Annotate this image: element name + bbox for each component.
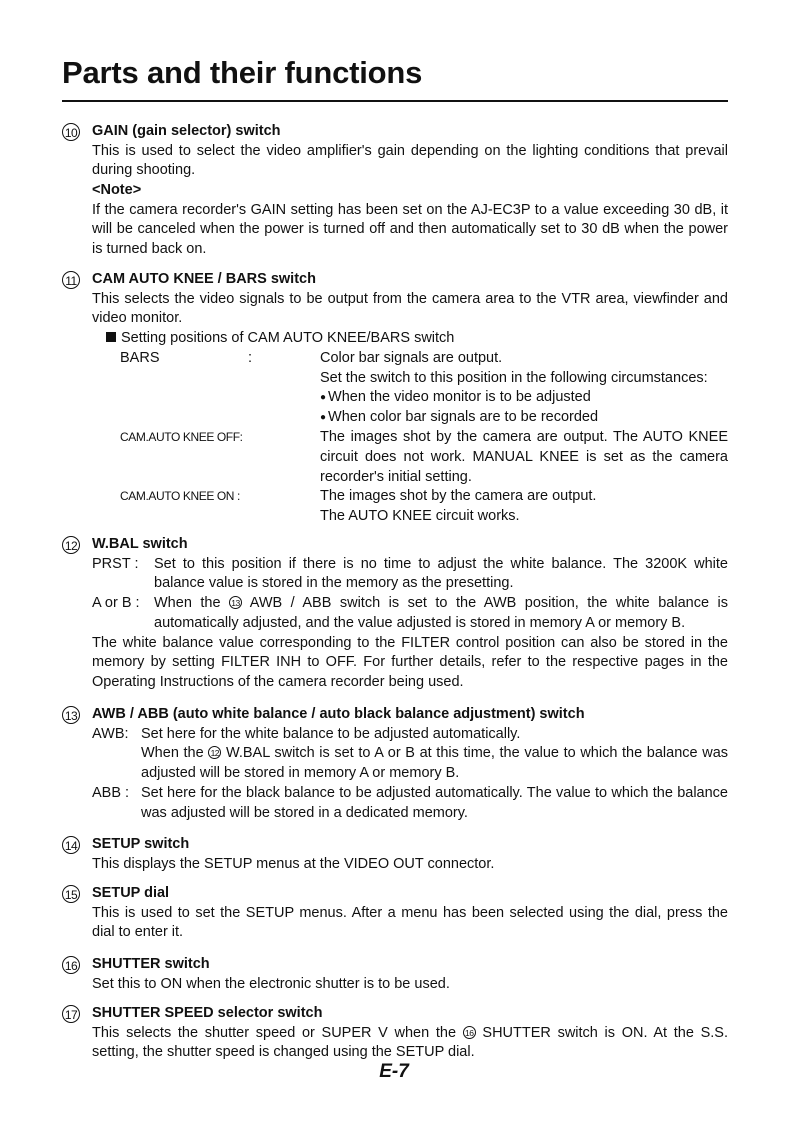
knee-on-text-2: The AUTO KNEE circuit works. bbox=[320, 508, 520, 525]
abb-text: Set here for the black balance to be adjusted automatically. The value to which the balance was adjusted will be stored in a dedicated memory. bbox=[141, 784, 728, 821]
knee-on-text: The images shot by the camera are output. bbox=[320, 488, 597, 505]
abb-label: ABB : bbox=[92, 784, 130, 801]
ref-number-icon: 13 bbox=[229, 596, 242, 609]
section-gain-switch bbox=[62, 122, 728, 260]
bars-label: BARS bbox=[120, 349, 160, 366]
awb-row: AWB: Set here for the white balance to be adjusted automatically. When the 12 W.BAL switch is set to A or B at this time, the value to which the balance was adjusted will be stored in memory A or memory B. bbox=[92, 725, 728, 784]
item-number: 13 bbox=[62, 706, 80, 724]
awb-text-2: W.BAL switch is set to A or B at this time, the value to which the balance was adjusted will be stored in memory A or memory B. bbox=[141, 745, 729, 782]
section-wbal-switch bbox=[62, 535, 728, 693]
ref-number-icon: 12 bbox=[208, 746, 221, 759]
section-heading: W.BAL switch bbox=[92, 536, 188, 552]
item-number: 10 bbox=[62, 123, 80, 141]
item-number: 16 bbox=[62, 956, 80, 974]
note-body: If the camera recorder's GAIN setting has been set on the AJ-EC3P to a value exceeding 30 dB, it will be canceled when the power is turned off and then automatically set to 30 dB when the power is turned back on. bbox=[92, 201, 728, 258]
section-heading: CAM AUTO KNEE / BARS switch bbox=[92, 271, 316, 287]
ref-number-icon: 16 bbox=[463, 1026, 476, 1039]
item-number: 14 bbox=[62, 836, 80, 854]
section-body: This selects the video signals to be output from the camera area to the VTR area, viewfinder and video monitor. bbox=[92, 290, 728, 327]
section-body: The white balance value corresponding to the FILTER control position can also be stored in the memory by setting FILTER INH to OFF. For further details, refer to the respective pages in the Operating Instructions of the camera recorder being used. bbox=[92, 634, 728, 691]
section-cam-auto-knee-bars bbox=[62, 270, 728, 527]
square-bullet-icon bbox=[106, 332, 116, 342]
knee-off-text: The images shot by the camera are output. The AUTO KNEE circuit does not work. MANUAL KNEE is set as the camera recorder's initial setting. bbox=[320, 429, 728, 485]
section-shutter-speed-selector bbox=[62, 1004, 728, 1063]
item-number: 15 bbox=[62, 885, 80, 903]
section-body: This is used to select the video amplifier's gain depending on the lighting conditions that prevail during shooting. bbox=[92, 142, 728, 179]
item-number: 12 bbox=[62, 536, 80, 554]
prst-row bbox=[92, 555, 728, 595]
section-shutter-switch bbox=[62, 955, 728, 994]
section-body: This selects the shutter speed or SUPER V when the 16 SHUTTER switch is ON. At the S.S. setting, the shutter speed is changed using the SETUP dial. bbox=[92, 1024, 728, 1061]
section-body: This displays the SETUP menus at the VIDEO OUT connector. bbox=[92, 855, 495, 872]
aorb-row: A or B : When the 13 AWB / ABB switch is set to the AWB position, the white balance is automatically adjusted, and the value adjusted is stored in memory A or memory B. bbox=[92, 594, 728, 634]
knee-on-row bbox=[62, 487, 728, 527]
section-heading: SETUP switch bbox=[92, 836, 190, 852]
item-number: 17 bbox=[62, 1005, 80, 1023]
bars-row: BARS : Color bar signals are output. Set the switch to this position in the following circumstances: ● When the video monitor is to be adjusted ● When color bar signals are to be recorded bbox=[62, 349, 728, 428]
awb-label: AWB: bbox=[92, 725, 129, 742]
section-heading: SHUTTER switch bbox=[92, 956, 210, 972]
prst-label: PRST : bbox=[92, 555, 139, 572]
section-setup-dial bbox=[62, 884, 728, 943]
abb-row bbox=[92, 784, 728, 824]
bars-bullet-1: ● When the video monitor is to be adjusted bbox=[320, 388, 728, 408]
sub-heading: Setting positions of CAM AUTO KNEE/BARS switch bbox=[106, 329, 728, 349]
section-heading: GAIN (gain selector) switch bbox=[92, 123, 281, 139]
prst-text: Set to this position if there is no time to adjust the white balance. The 3200K white balance value is stored in the memory as the presetting. bbox=[154, 555, 728, 592]
bars-bullet-2: ● When color bar signals are to be recorded bbox=[320, 408, 728, 428]
awb-text: Set here for the white balance to be adjusted automatically. bbox=[141, 725, 521, 742]
section-heading: AWB / ABB (auto white balance / auto black balance adjustment) switch bbox=[92, 706, 585, 722]
page-title: Parts and their functions bbox=[62, 55, 423, 90]
aorb-text: AWB / ABB switch is set to the AWB position, the white balance is automatically adjusted, and the value adjusted is stored in memory A or memory B. bbox=[154, 595, 728, 631]
item-number: 11 bbox=[62, 271, 80, 289]
title-divider bbox=[62, 100, 728, 102]
section-setup-switch bbox=[62, 835, 728, 874]
knee-off-row bbox=[62, 428, 728, 487]
bars-text-2: Set the switch to this position in the following circumstances: bbox=[320, 369, 708, 386]
section-heading: SETUP dial bbox=[92, 885, 170, 901]
section-heading: SHUTTER SPEED selector switch bbox=[92, 1005, 323, 1021]
knee-on-label: CAM.AUTO KNEE ON : bbox=[120, 489, 240, 504]
section-body: This is used to set the SETUP menus. After a menu has been selected using the dial, press the dial to enter it. bbox=[92, 904, 728, 941]
note-label: <Note> bbox=[92, 182, 142, 199]
bars-text: Color bar signals are output. bbox=[320, 349, 503, 366]
aorb-label: A or B : bbox=[92, 595, 140, 612]
section-awb-abb-switch bbox=[62, 705, 728, 823]
knee-off-label: CAM.AUTO KNEE OFF: bbox=[120, 430, 243, 445]
page-number: E-7 bbox=[379, 1061, 409, 1082]
section-body: Set this to ON when the electronic shutter is to be used. bbox=[92, 975, 450, 992]
